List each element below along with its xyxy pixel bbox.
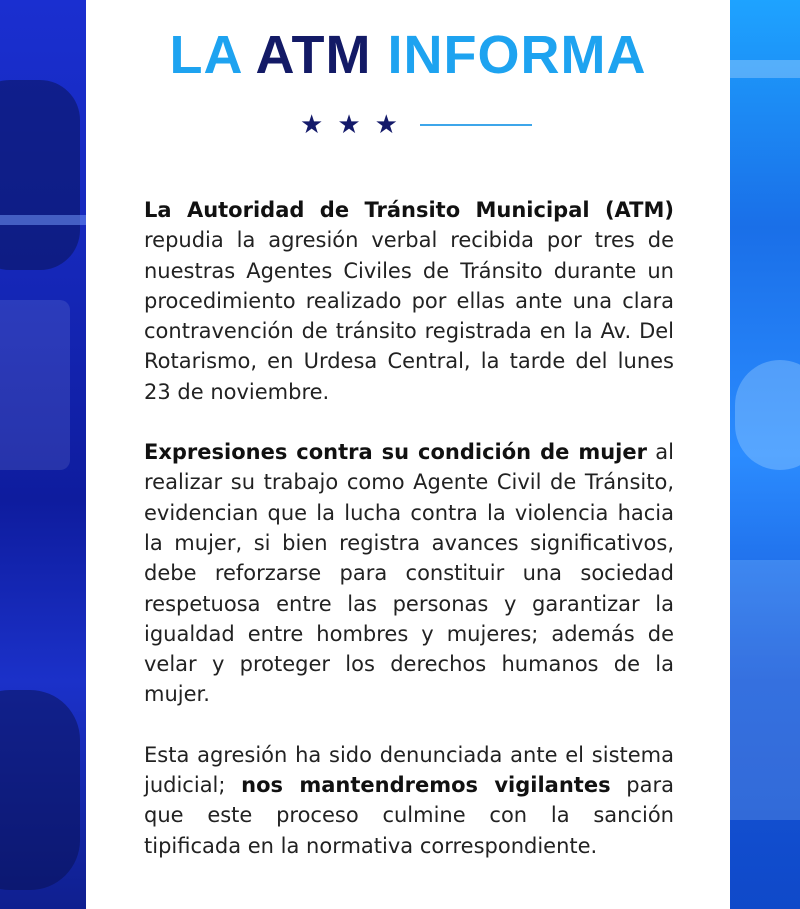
right-photo-cap-shape: [735, 360, 800, 470]
announcement-card: [86, 0, 730, 909]
star-icon: ★: [300, 110, 324, 140]
left-photo-uniform-shape: [0, 300, 70, 470]
left-photo-stripe: [0, 215, 86, 225]
paragraph-2: [144, 437, 674, 710]
title-atm: ATM: [255, 25, 372, 85]
paragraph-1-bold: La Autoridad de Tránsito Municipal (ATM): [144, 198, 674, 222]
star-icon: ★: [337, 110, 361, 140]
paragraph-3-bold: nos mantendremos vigilantes: [241, 773, 611, 798]
announcement-body: [144, 195, 674, 861]
right-photo-band: [730, 60, 800, 78]
paragraph-1-text: repudia la agresión verbal recibida por tres de nuestras Agentes Civiles de Tránsito durante un procedimiento realizado por ellas ante una clara contravención de tránsito registrada en la Av. Del Rotarismo, en Urdesa Central, la tarde del lunes 23 de noviembre.: [144, 228, 674, 404]
paragraph-3-text-a: Esta agresión ha sido denunciada ante el sistema judicial;: [144, 742, 674, 798]
star-divider: [300, 110, 532, 140]
page-title: [86, 25, 730, 85]
right-photo-figure-shape: [730, 560, 800, 820]
divider-line: [420, 124, 532, 126]
left-photo-figure-shape: [0, 690, 80, 890]
title-la: LA: [169, 25, 242, 85]
paragraph-3-text-b: para que este proceso culmine con la sanción tipificada en la normativa correspondiente.: [144, 773, 674, 858]
left-background-photo: [0, 0, 86, 909]
left-photo-helmet-shape: [0, 80, 80, 270]
paragraph-1: [144, 195, 674, 407]
right-background-photo: [730, 0, 800, 909]
paragraph-2-bold: Expresiones contra su condición de mujer: [144, 440, 647, 465]
star-icon: ★: [374, 110, 398, 140]
title-informa: INFORMA: [387, 25, 647, 85]
paragraph-2-text: al realizar su trabajo como Agente Civil de Tránsito, evidencian que la lucha contra la violencia hacia la mujer, si bien registra avances significativos, debe reforzarse para constituir una sociedad respetuosa entre las personas y garantizar la igualdad entre hombres y mujeres; además de velar y proteger los derechos humanos de la mujer.: [144, 440, 674, 707]
paragraph-3: [144, 740, 674, 861]
